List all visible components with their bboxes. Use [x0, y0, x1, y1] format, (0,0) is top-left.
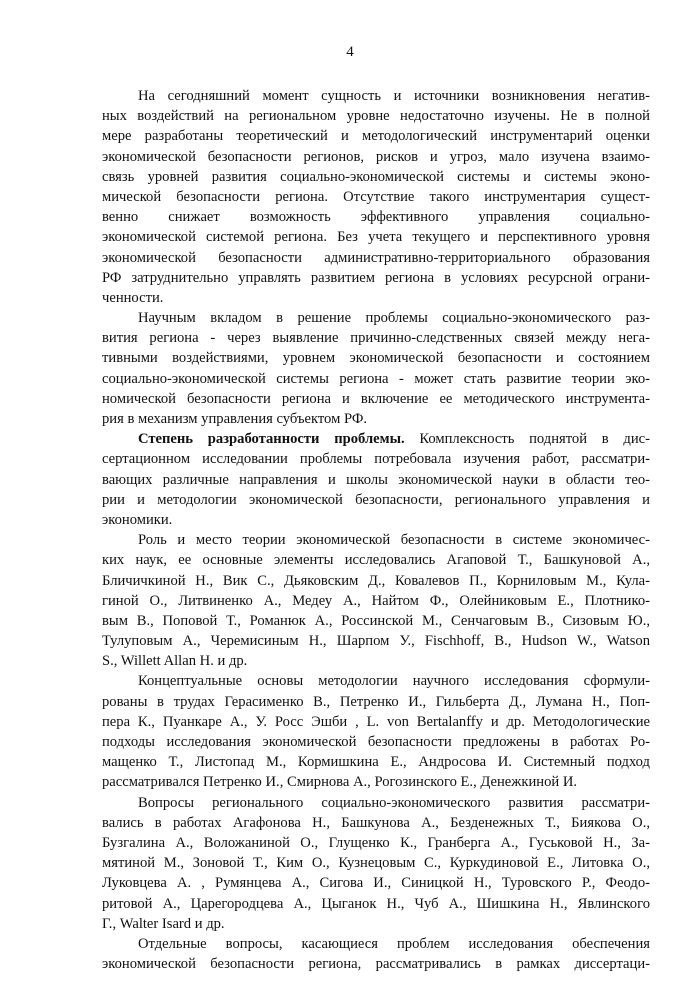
- paragraph: [102, 793, 650, 934]
- text-line: экономической системой региона. Без учета текущего и перспективного уровня: [102, 229, 650, 246]
- text-line: мической безопасности региона. Отсутствие такого инструментария сущест-: [102, 188, 650, 205]
- text-line: мере разработаны теоретический и методологический инструментарий оценки: [102, 128, 650, 145]
- text-line: номической безопасности региона и включение ее методического инструмента-: [102, 390, 650, 407]
- text-line: Вопросы регионального социально-экономического развития рассматри-: [138, 794, 650, 811]
- text-line: Концептуальные основы методологии научного исследования сформули-: [138, 673, 650, 690]
- document-body: [102, 86, 650, 974]
- text-line: экономики.: [102, 511, 173, 528]
- text-line: Тулуповым А., Черемисиным Н., Шарпом У., Fischhoff, B., Hudson W., Watson: [102, 633, 650, 650]
- text-line: рии и методологии экономической безопасности, регионального управления и: [102, 491, 650, 508]
- text-line: Г., Walter Isard и др.: [102, 915, 225, 932]
- text-line: тивными воздействиями, уровнем экономической безопасности и состоянием: [102, 350, 650, 367]
- text-line: пера К., Пуанкаре А., У. Росс Эшби , L. von Bertalanffy и др. Методологические: [102, 713, 650, 730]
- text-fragment: Комплексность поднятой в дис-: [404, 431, 650, 448]
- text-line: сертационном исследовании проблемы потребовала изучения работ, рассматри-: [102, 451, 650, 468]
- text-line: гиной О., Литвиненко А., Медеу А., Найтом Ф., Олейниковым Е., Плотнико-: [102, 592, 650, 609]
- text-line: Роль и место теории экономической безопасности в системе экономичес-: [138, 532, 650, 549]
- page-number: 4: [346, 44, 354, 60]
- text-line: вития региона - через выявление причинно-следственных связей между нега-: [102, 330, 650, 347]
- text-line: ных воздействий на региональном уровне недостаточно изучены. Не в полной: [102, 108, 650, 125]
- paragraph: [102, 86, 650, 308]
- text-line: Бличичкиной Н., Вик С., Дьяковским Д., Ковалевов П., Корниловым М., Кула-: [102, 572, 650, 589]
- section-heading-inline: Степень разработанности проблемы.: [138, 431, 405, 448]
- text-line: РФ затруднительно управлять развитием региона в условиях ресурсной ограни-: [102, 269, 650, 286]
- text-line: рассматривался Петренко И., Смирнова А., Рогозинского Е., Денежкиной И.: [102, 774, 578, 791]
- text-line: вались в работах Агафонова Н., Башкунова А., Безденежных Т., Биякова О.,: [102, 814, 650, 831]
- text-line: подходы исследования экономической безопасности предложены в работах Ро-: [102, 734, 650, 750]
- text-line: [102, 429, 650, 449]
- text-line: экономической безопасности региона, рассматривались в рамках диссертаци-: [102, 956, 650, 973]
- text-line: экономической безопасности административно-территориального образования: [102, 249, 650, 266]
- text-line: Научным вкладом в решение проблемы социально-экономического раз-: [138, 310, 650, 327]
- text-line: связь уровней развития социально-экономической системы и системы эконо-: [102, 168, 650, 185]
- text-line: социально-экономической системы региона - может стать развитие теории эко-: [102, 370, 650, 387]
- text-line: экономической безопасности регионов, рисков и угроз, мало изучена взаимо-: [102, 148, 650, 165]
- paragraph: [102, 308, 650, 429]
- text-line: венно снижает возможность эффективного управления социально-: [102, 209, 650, 226]
- text-line: ченности.: [102, 289, 164, 306]
- text-line: мащенко Т., Листопад М., Кормишкина Е., Андросова И. Системный подход: [102, 754, 650, 771]
- paragraph: [102, 671, 650, 792]
- text-line: Луковцева А. , Румянцева А., Сигова И., Синицкой Н., Туровского Р., Феодо-: [102, 875, 650, 892]
- text-line: рованы в трудах Герасименко В., Петренко И., Гильберта Д., Лумана Н., Поп-: [102, 693, 650, 710]
- paragraph: [102, 934, 650, 974]
- text-line: вающих различные направления и школы экономической науки в области тео-: [102, 471, 650, 488]
- text-line: вым В., Поповой Т., Романюк А., Россинской М., Сенчаговым В., Сизовым Ю.,: [102, 612, 650, 629]
- text-line: Бузгалина А., Воложаниной О., Глущенко К., Гранберга А., Гуськовой Н., За-: [102, 834, 650, 851]
- text-line: ритовой А., Царегородцева А., Цыганок Н., Чуб А., Шишкина Н., Явлинского: [102, 895, 650, 912]
- paragraph: [102, 530, 650, 671]
- paragraph: [102, 429, 650, 530]
- text-line: S., Willett Allan H. и др.: [102, 653, 248, 670]
- text-line: На сегодняшний момент сущность и источники возникновения негатив-: [138, 88, 650, 104]
- text-line: мятиной М., Зоновой Т., Ким О., Кузнецовым С., Куркудиновой Е., Литовка О.,: [102, 855, 650, 872]
- text-line: Отдельные вопросы, касающиеся проблем исследования обеспечения: [138, 935, 650, 952]
- text-line: ких наук, ее основные элементы исследовались Агаповой Т., Башкуновой А.,: [102, 552, 650, 569]
- text-line: рия в механизм управления субъектом РФ.: [102, 411, 367, 427]
